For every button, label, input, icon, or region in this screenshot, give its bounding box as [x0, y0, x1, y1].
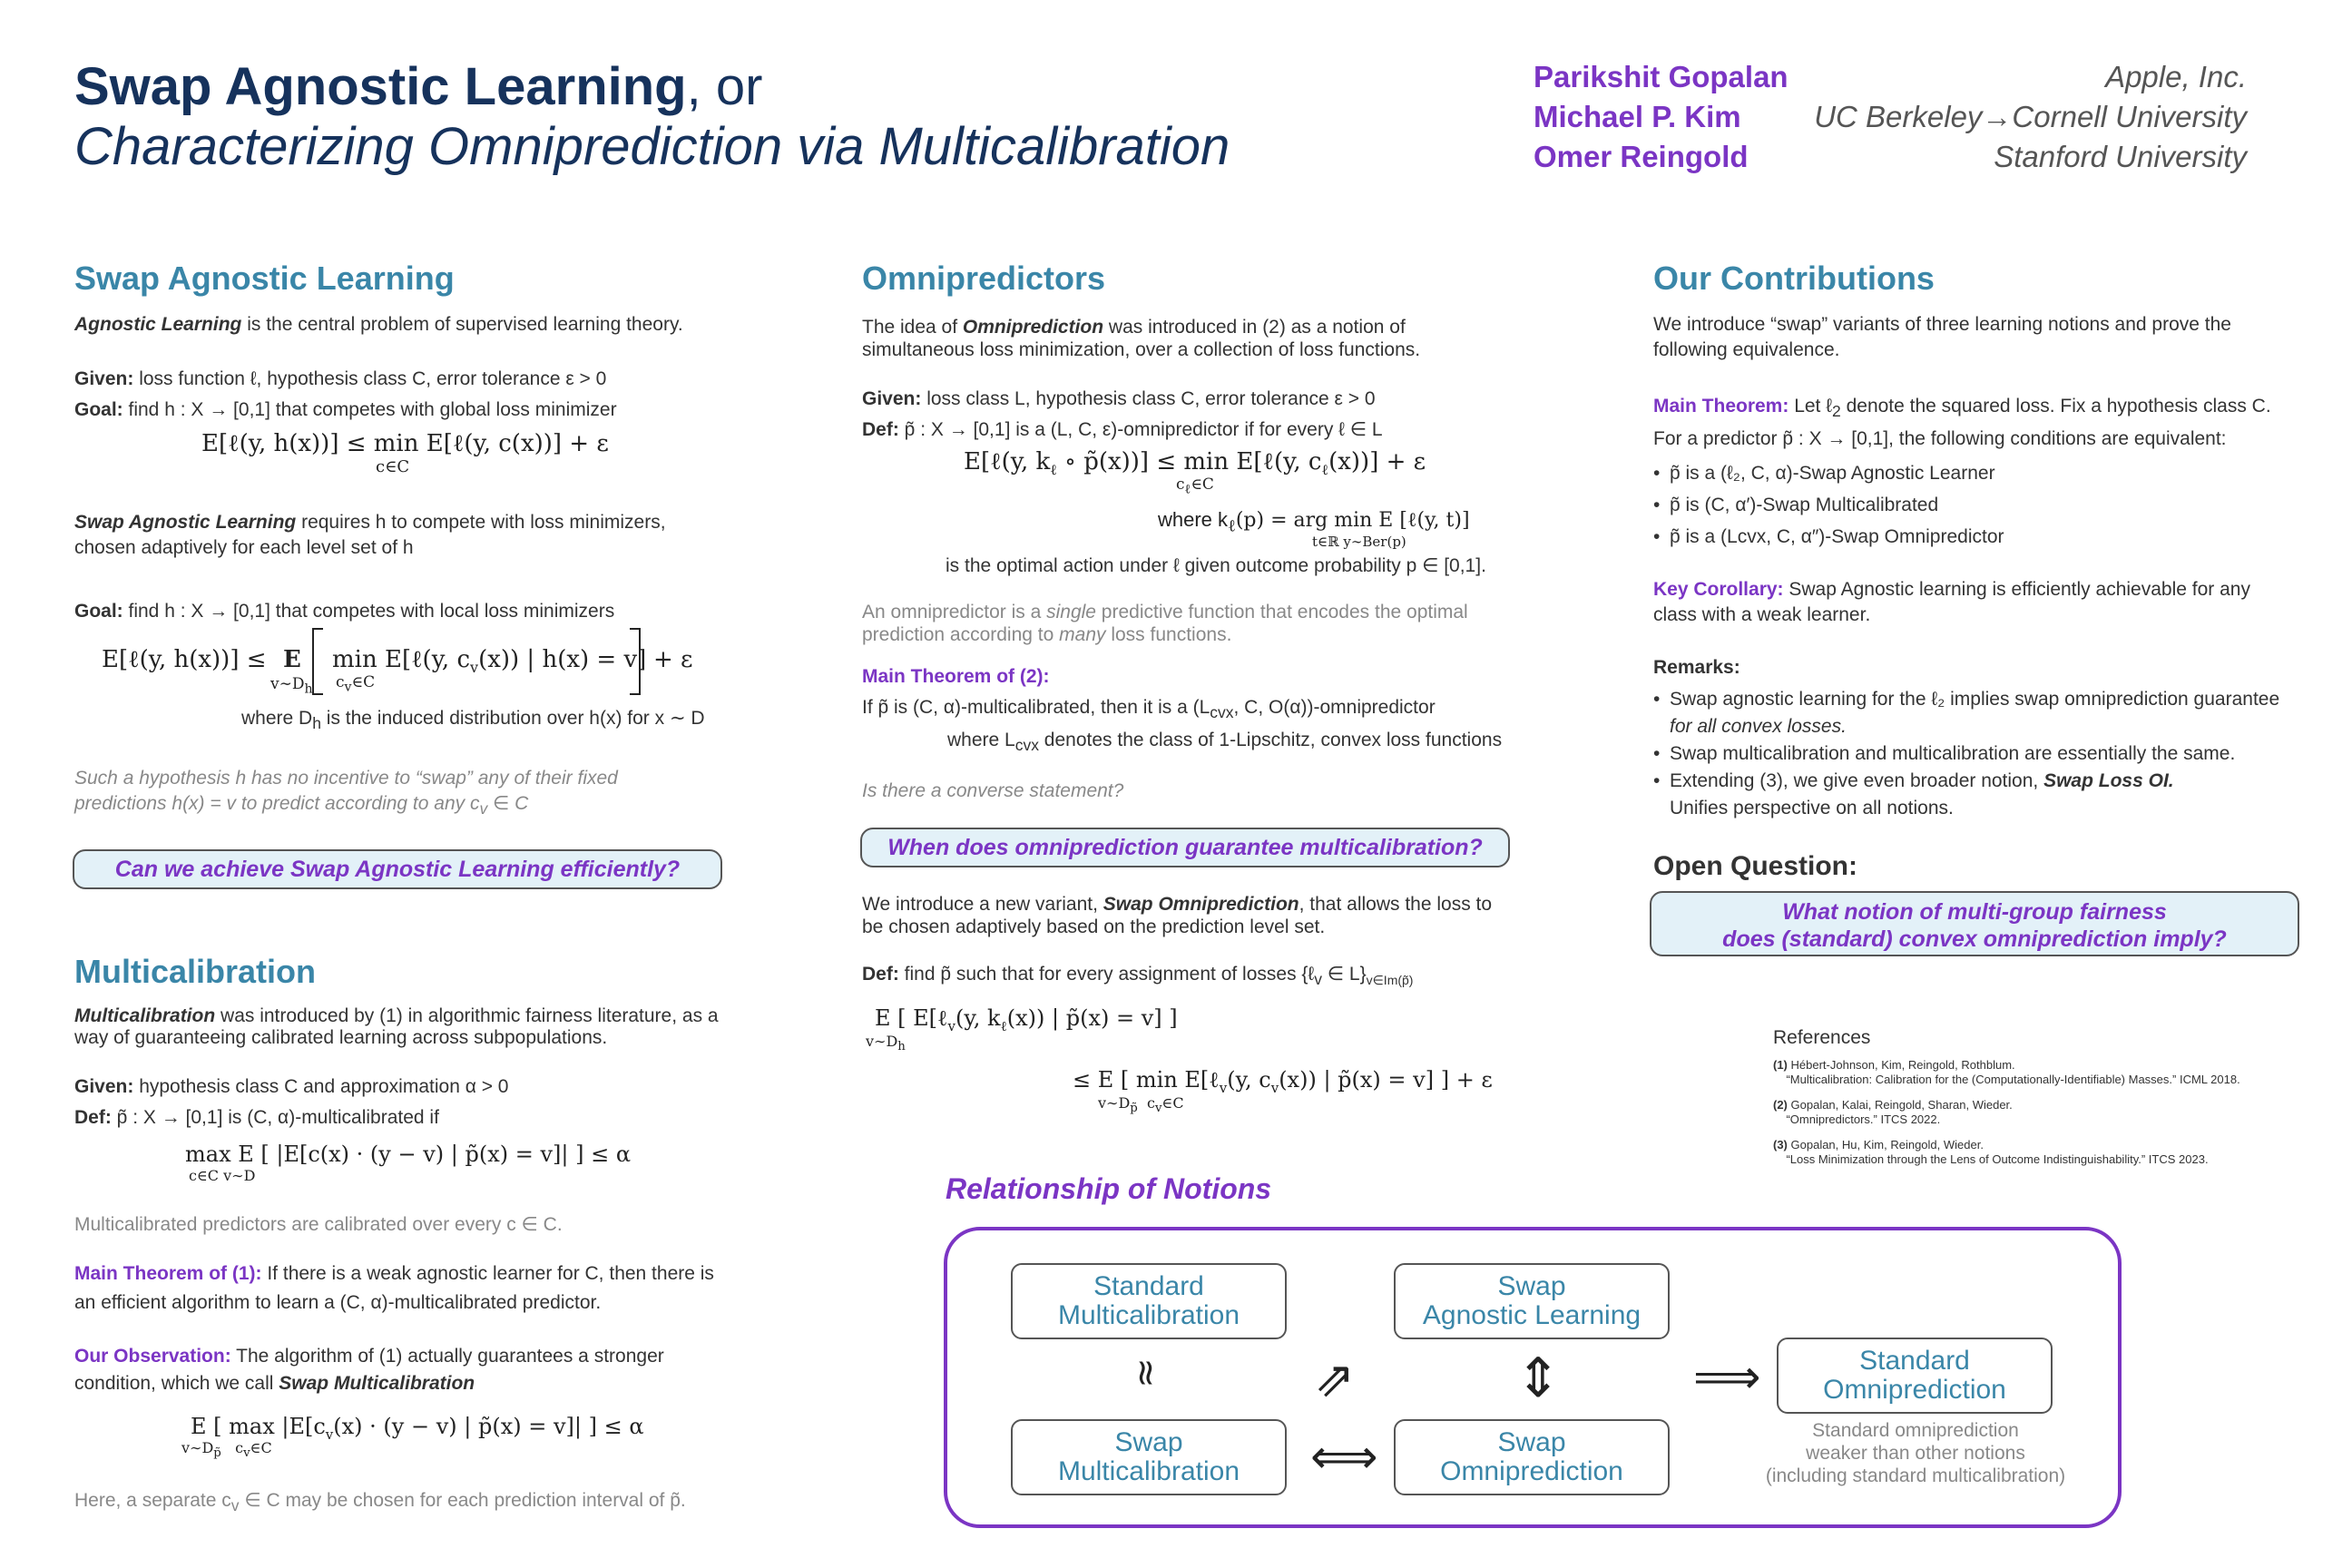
converse-question: Is there a converse statement?: [862, 780, 1124, 801]
equation-subscript: $v\sim D_h$: [866, 1033, 906, 1054]
op-def: Def: p̃ : X → [0,1] is a (L, C, ε)-omnipredictor if for every ℓ ∈ L: [862, 419, 1383, 440]
equation-omnipredictor: E[ℓ(y, $k_\ell$ ∘ p̃(x))] ≤ min E[ℓ(y, $c_\ell(x))] + \varepsilon$: [964, 448, 1426, 479]
equation-global-loss: E[ℓ(y, h(x))] ≤ min E[ℓ(y, c(x))] + ε: [201, 430, 609, 457]
section-title-swap-agnostic-learning: Swap Agnostic Learning: [74, 260, 455, 297]
box-standard-omniprediction: Standard Omniprediction: [1777, 1338, 2053, 1414]
mc-intro: Multicalibration was introduced by (1) in algorithmic fairness literature, as a way of guaranteeing calibrated learning across subpopulations.: [74, 1005, 719, 1048]
single-predictor-note: An omnipredictor is a single predictive function that encodes the optimal prediction according to many loss functions.: [862, 602, 1468, 645]
author-affiliation: UC Berkeley→Cornell University: [1814, 100, 2247, 133]
arrow-horizontal-icon: ⟺: [1310, 1430, 1378, 1485]
equation-subscript: c∈C: [376, 457, 410, 476]
equation-swap-omni-left: E [ E[ℓ$_v$(y, $k_\ell(x)$) | p̃(x) = v] ]: [875, 1005, 1178, 1034]
question-box-omniprediction: When does omniprediction guarantee multicalibration?: [860, 828, 1510, 867]
equation-swap-omni-right: ≤ E [ min E[ℓ$_v$(y, $c_v(x)$) | p̃(x) = v] ] + ε: [1073, 1067, 1493, 1096]
open-question-title: Open Question:: [1653, 851, 1857, 881]
equation-swap-multicalibration: E [ $\max |E[c_v(x) \cdot (y - v)$ | p̃(x) = v]| ] ≤ α: [191, 1414, 644, 1443]
author-affiliation: Apple, Inc.: [2105, 60, 2247, 93]
box-swap-omniprediction: Swap Omniprediction: [1394, 1419, 1670, 1495]
main-theorem-2-where: where $L_{cvx}$ denotes the class of 1-Lipschitz, convex loss functions: [947, 730, 1503, 755]
question-box-swap-agnostic: Can we achieve Swap Agnostic Learning efficiently?: [73, 849, 722, 889]
incentive-note: Such a hypothesis h has no incentive to “swap” any of their fixed predictions h(x) = v to predict according to any $c_v$ ∈ C: [74, 768, 618, 818]
arrow-diagonal-icon: ⇗: [1314, 1350, 1356, 1407]
list-item: • Swap agnostic learning for the ℓ₂ implies swap omniprediction guarantee for all convex losses.: [1653, 686, 2307, 740]
section-title-our-contributions: Our Contributions: [1653, 260, 1935, 297]
key-corollary: Key Corollary: Swap Agnostic learning is efficiently achievable for any class with a weak learner.: [1653, 579, 2250, 625]
reference-item: (2) Gopalan, Kalai, Reingold, Sharan, Wieder. “Omnipredictors.” ITCS 2022.: [1773, 1098, 2013, 1126]
equation-expectation: E: [283, 646, 301, 673]
arrow-vertical-icon: ⇕: [1515, 1347, 1562, 1410]
bracket-left: [312, 628, 323, 695]
equation-multicalibration: max E [ |E[c(x) · (y − v) | p̃(x) = v]| ] ≤ α: [185, 1142, 632, 1167]
contributions-intro: We introduce “swap” variants of three learning notions and prove the following equivalence.: [1653, 314, 2231, 360]
section-title-multicalibration: Multicalibration: [74, 953, 317, 990]
sal-goal-local: Goal: find h : X → [0,1] that competes with local loss minimizers: [74, 601, 615, 622]
main-theorem-1: Main Theorem of (1): If there is a weak agnostic learner for C, then there is an efficient algorithm to learn a (C, α)-multicalibrated predictor.: [74, 1263, 714, 1313]
poster-subtitle: Characterizing Omniprediction via Multicalibration: [74, 117, 1230, 176]
op-intro: The idea of Omniprediction was introduced in (2) as a notion of simultaneous loss minimization, over a collection of loss functions.: [862, 317, 1421, 360]
equation-subscript: $v\sim D_{p̃}$ $c_v\in C$: [1098, 1094, 1184, 1116]
list-item: • p̃ is a (Lcvx, C, α″)-Swap Omnipredictor: [1653, 521, 2004, 553]
where-dh: where $D_h$ is the induced distribution over h(x) for x ∼ D: [241, 708, 705, 733]
poster-title: Swap Agnostic Learning, or: [74, 57, 763, 116]
author-name: Omer Reingold: [1534, 140, 1749, 173]
sal-given: Given: loss function ℓ, hypothesis class C, error tolerance ε > 0: [74, 368, 607, 389]
list-item: • Swap multicalibration and multicalibration are essentially the same.: [1653, 740, 2307, 768]
swap-omniprediction-intro: We introduce a new variant, Swap Omniprediction, that allows the loss to be chosen adaptively based on the prediction level set.: [862, 894, 1493, 937]
mc-given: Given: hypothesis class C and approximation α > 0: [74, 1076, 509, 1097]
swap-omniprediction-def: Def: find p̃ such that for every assignment of losses {ℓ$_v$ ∈ $L\}_{v\in Im(p̃)}$: [862, 964, 1414, 989]
equivalent-conditions-list: [1653, 457, 2004, 553]
remarks-label: Remarks:: [1653, 657, 1740, 678]
swap-agnostic-definition: Swap Agnostic Learning requires h to compete with loss minimizers, chosen adaptively for each level set of h: [74, 512, 666, 558]
equation-local-inner: min E[ℓ(y, $c_v(x)$) | h(x) = v]: [332, 646, 647, 677]
op-given: Given: loss class L, hypothesis class C, error tolerance ε > 0: [862, 388, 1376, 409]
equation-local-right: + ε: [653, 646, 693, 673]
standard-omniprediction-note: Standard omniprediction weaker than other notions (including standard multicalibration): [1765, 1420, 2066, 1486]
equation-subscript: $v\sim D_{p̃}$ $c_v\in C$: [181, 1439, 272, 1461]
author-name: Michael P. Kim: [1534, 100, 1741, 133]
main-theorem: Main Theorem: Let ℓ$_2$ denote the squared loss. Fix a hypothesis class C.: [1653, 396, 2271, 421]
section-title-omnipredictors: Omnipredictors: [862, 260, 1106, 297]
equation-subscript: t∈ℝ y∼Ber(p): [1312, 534, 1406, 550]
bracket-right: [630, 628, 641, 695]
box-swap-multicalibration: Swap Multicalibration: [1011, 1419, 1287, 1495]
equation-subscript: $c_\ell\in C$: [1176, 475, 1214, 497]
remarks-list: [1653, 686, 2307, 822]
mc-note: Multicalibrated predictors are calibrated over every c ∈ C.: [74, 1214, 563, 1235]
mc-def: Def: p̃ : X → [0,1] is (C, α)-multicalibrated if: [74, 1107, 439, 1128]
equation-subscript: c∈C v∼D: [189, 1167, 256, 1184]
main-theorem-cont: For a predictor p̃ : X → [0,1], the following conditions are equivalent:: [1653, 428, 2227, 449]
equation-subscript: $c_v\in C$: [336, 673, 376, 695]
sal-goal: Goal: find h : X → [0,1] that competes with global loss minimizer: [74, 399, 617, 420]
list-item: • p̃ is (C, α′)-Swap Multicalibrated: [1653, 489, 2004, 521]
arrow-right-icon: ⟹: [1693, 1350, 1761, 1405]
sal-intro: Agnostic Learning is the central problem of supervised learning theory.: [74, 314, 683, 335]
author-name: Parikshit Gopalan: [1534, 60, 1788, 93]
list-item: • p̃ is a (ℓ₂, C, α)-Swap Agnostic Learner: [1653, 457, 2004, 489]
main-theorem-2: If p̃ is (C, α)-multicalibrated, then it is a ($L_{cvx}$, C, O(α))-omnipredictor: [862, 697, 1436, 722]
where-k-definition: where $k_\ell(p)$ = arg min E [ℓ(y, t)]: [1158, 508, 1470, 536]
list-item: • Extending (3), we give even broader notion, Swap Loss OI. Unifies perspective on all notions.: [1653, 768, 2307, 822]
approx-equivalence-symbol: ≈: [1124, 1357, 1167, 1388]
equation-subscript: $v\sim D_h$: [270, 675, 313, 697]
box-swap-agnostic-learning: Swap Agnostic Learning: [1394, 1263, 1670, 1339]
author-affiliation: Stanford University: [1994, 140, 2247, 173]
references-title: References: [1773, 1027, 1871, 1048]
question-box-open: What notion of multi-group fairness does (standard) convex omniprediction imply?: [1650, 891, 2299, 956]
relationship-title: Relationship of Notions: [946, 1172, 1272, 1205]
optimal-action-note: is the optimal action under ℓ given outcome probability p ∈ [0,1].: [946, 555, 1486, 576]
box-standard-multicalibration: Standard Multicalibration: [1011, 1263, 1287, 1339]
our-observation: Our Observation: The algorithm of (1) actually guarantees a stronger condition, which we call Swap Multicalibration: [74, 1346, 664, 1394]
equation-local-left: E[ℓ(y, h(x))] ≤: [102, 646, 267, 673]
reference-item: (3) Gopalan, Hu, Kim, Reingold, Wieder. “Loss Minimization through the Lens of Outcome Indistinguishability.” ITCS 2023.: [1773, 1138, 2209, 1166]
smc-note: Here, a separate $c_v$ ∈ C may be chosen for each prediction interval of p̃.: [74, 1490, 686, 1515]
main-theorem-2-label: Main Theorem of (2):: [862, 666, 1050, 687]
reference-item: (1) Hébert-Johnson, Kim, Reingold, Rothblum. “Multicalibration: Calibration for the (Computationally-Identifiable) Masses.” ICML 2018.: [1773, 1058, 2240, 1086]
